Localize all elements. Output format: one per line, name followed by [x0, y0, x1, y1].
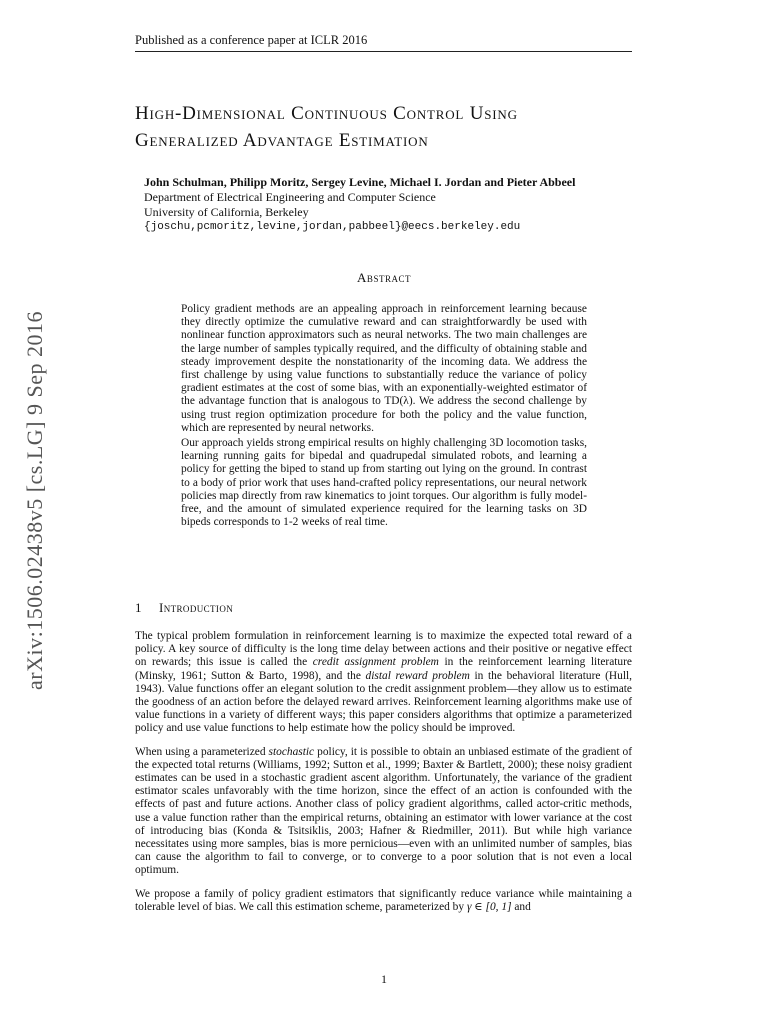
- abstract-paragraph-1: Policy gradient methods are an appealing approach in reinforcement learning because they directly optimize the cumulative reward and can straightforwardly be used with nonlinear function approximators such as neural networks. The two main challenges are the large number of samples typically required, and the difficulty of obtaining stable and steady improvement despite the nonstationarity of the incoming data. We address the first challenge by using value functions to substantially reduce the variance of policy gradient estimates at the cost of some bias, with an exponentially-weighted estimator of the advantage function that is analogous to TD(λ). We address the second challenge by using trust region optimization procedure for both the policy and the value function, which are represented by neural networks.: [181, 303, 587, 434]
- title-line-1: High-Dimensional Continuous Control Using: [135, 103, 518, 124]
- text-run: policy, it is possible to obtain an unbiased estimate of the gradient of the expected total returns (Williams, 1992; Sutton et al., 1999; Baxter & Bartlett, 2000); these noisy gradient estimates can be used in a stochastic gradient ascent algorithm. Unfortunately, the variance of the gradient estimator scales unfavorably with the time horizon, since the effect of an action is confounded with the effects of past and future actions. Another class of policy gradient algorithms, called actor-critic methods, use a value function rather than the empirical returns, obtaining an estimator with lower variance at the cost of introducing bias (Konda & Tsitsiklis, 2003; Hafner & Riedmiller, 2011). But while high variance necessitates using more samples, bias is more pernicious—even with an unlimited number of samples, bias can cause the algorithm to fail to converge, or to converge to a poor solution that is not even a local optimum.: [135, 745, 633, 877]
- text-run: in the reinforcement learning literature (Minsky, 1961; Sutton & Barto, 1998), and the: [135, 656, 632, 682]
- author-university: University of California, Berkeley: [144, 205, 309, 219]
- section-title: Introduction: [159, 600, 234, 615]
- section-heading: [135, 600, 535, 616]
- author-names: John Schulman, Philipp Moritz, Sergey Levine, Michael I. Jordan and Pieter Abbeel: [144, 175, 576, 189]
- author-department: Department of Electrical Engineering and Computer Science: [144, 190, 436, 204]
- abstract-body: [181, 303, 587, 531]
- intro-paragraph-2: [135, 746, 632, 878]
- abstract-heading: Abstract: [357, 270, 411, 285]
- intro-body: [135, 630, 632, 924]
- emphasis-credit-assignment: credit assignment problem: [312, 656, 439, 669]
- text-run: When using a parameterized: [135, 745, 269, 758]
- author-block: [144, 175, 634, 235]
- emphasis-stochastic: stochastic: [268, 745, 315, 758]
- paper-title: [135, 100, 655, 154]
- intro-paragraph-3: [135, 888, 632, 914]
- intro-paragraph-1: [135, 630, 632, 736]
- text-run: We propose a family of policy gradient estimators that significantly reduce variance while maintaining a tolerable level of bias. We call this estimation scheme, parameterized by: [135, 887, 632, 913]
- text-run: The typical problem formulation in reinforcement learning is to maximize the expected total reward of a policy. A key source of difficulty is the long time delay between actions and their positive or negative effect on rewards; this issue is called the: [135, 630, 632, 669]
- title-line-2: Generalized Advantage Estimation: [135, 130, 429, 151]
- abstract-paragraph-2: Our approach yields strong empirical results on highly challenging 3D locomotion tasks, learning running gaits for bipedal and quadrupedal simulated robots, and learning a policy for getting the biped to stand up from starting out lying on the ground. In contrast to a body of prior work that uses hand-crafted policy representations, our neural network policies map directly from raw kinematics to joint torques. Our algorithm is fully model-free, and the amount of simulated experience required for the learning tasks on 3D bipeds corresponds to 1-2 weeks of real time.: [181, 437, 587, 529]
- text-run: in the behavioral literature (Hull, 1943). Value functions offer an elegant solution to the credit assignment problem—they allow us to estimate the goodness of an action before the delayed reward arrives. Reinforcement learning algorithms make use of value functions in a variety of different ways; this paper considers algorithms that optimize a parameterized policy and use value functions to help estimate how the policy should be improved.: [135, 669, 632, 735]
- running-head: Published as a conference paper at ICLR 2016: [135, 33, 632, 52]
- author-email: {joschu,pcmoritz,levine,jordan,pabbeel}@eecs.berkeley.edu: [144, 221, 521, 233]
- math-inline: γ ∈ [0, 1]: [466, 900, 512, 913]
- page-number: 1: [381, 972, 387, 986]
- text-run: and: [511, 900, 531, 913]
- arxiv-stamp: arXiv:1506.02438v5 [cs.LG] 9 Sep 2016: [22, 310, 47, 690]
- emphasis-distal-reward: distal reward problem: [365, 669, 470, 682]
- section-number: 1: [135, 600, 142, 615]
